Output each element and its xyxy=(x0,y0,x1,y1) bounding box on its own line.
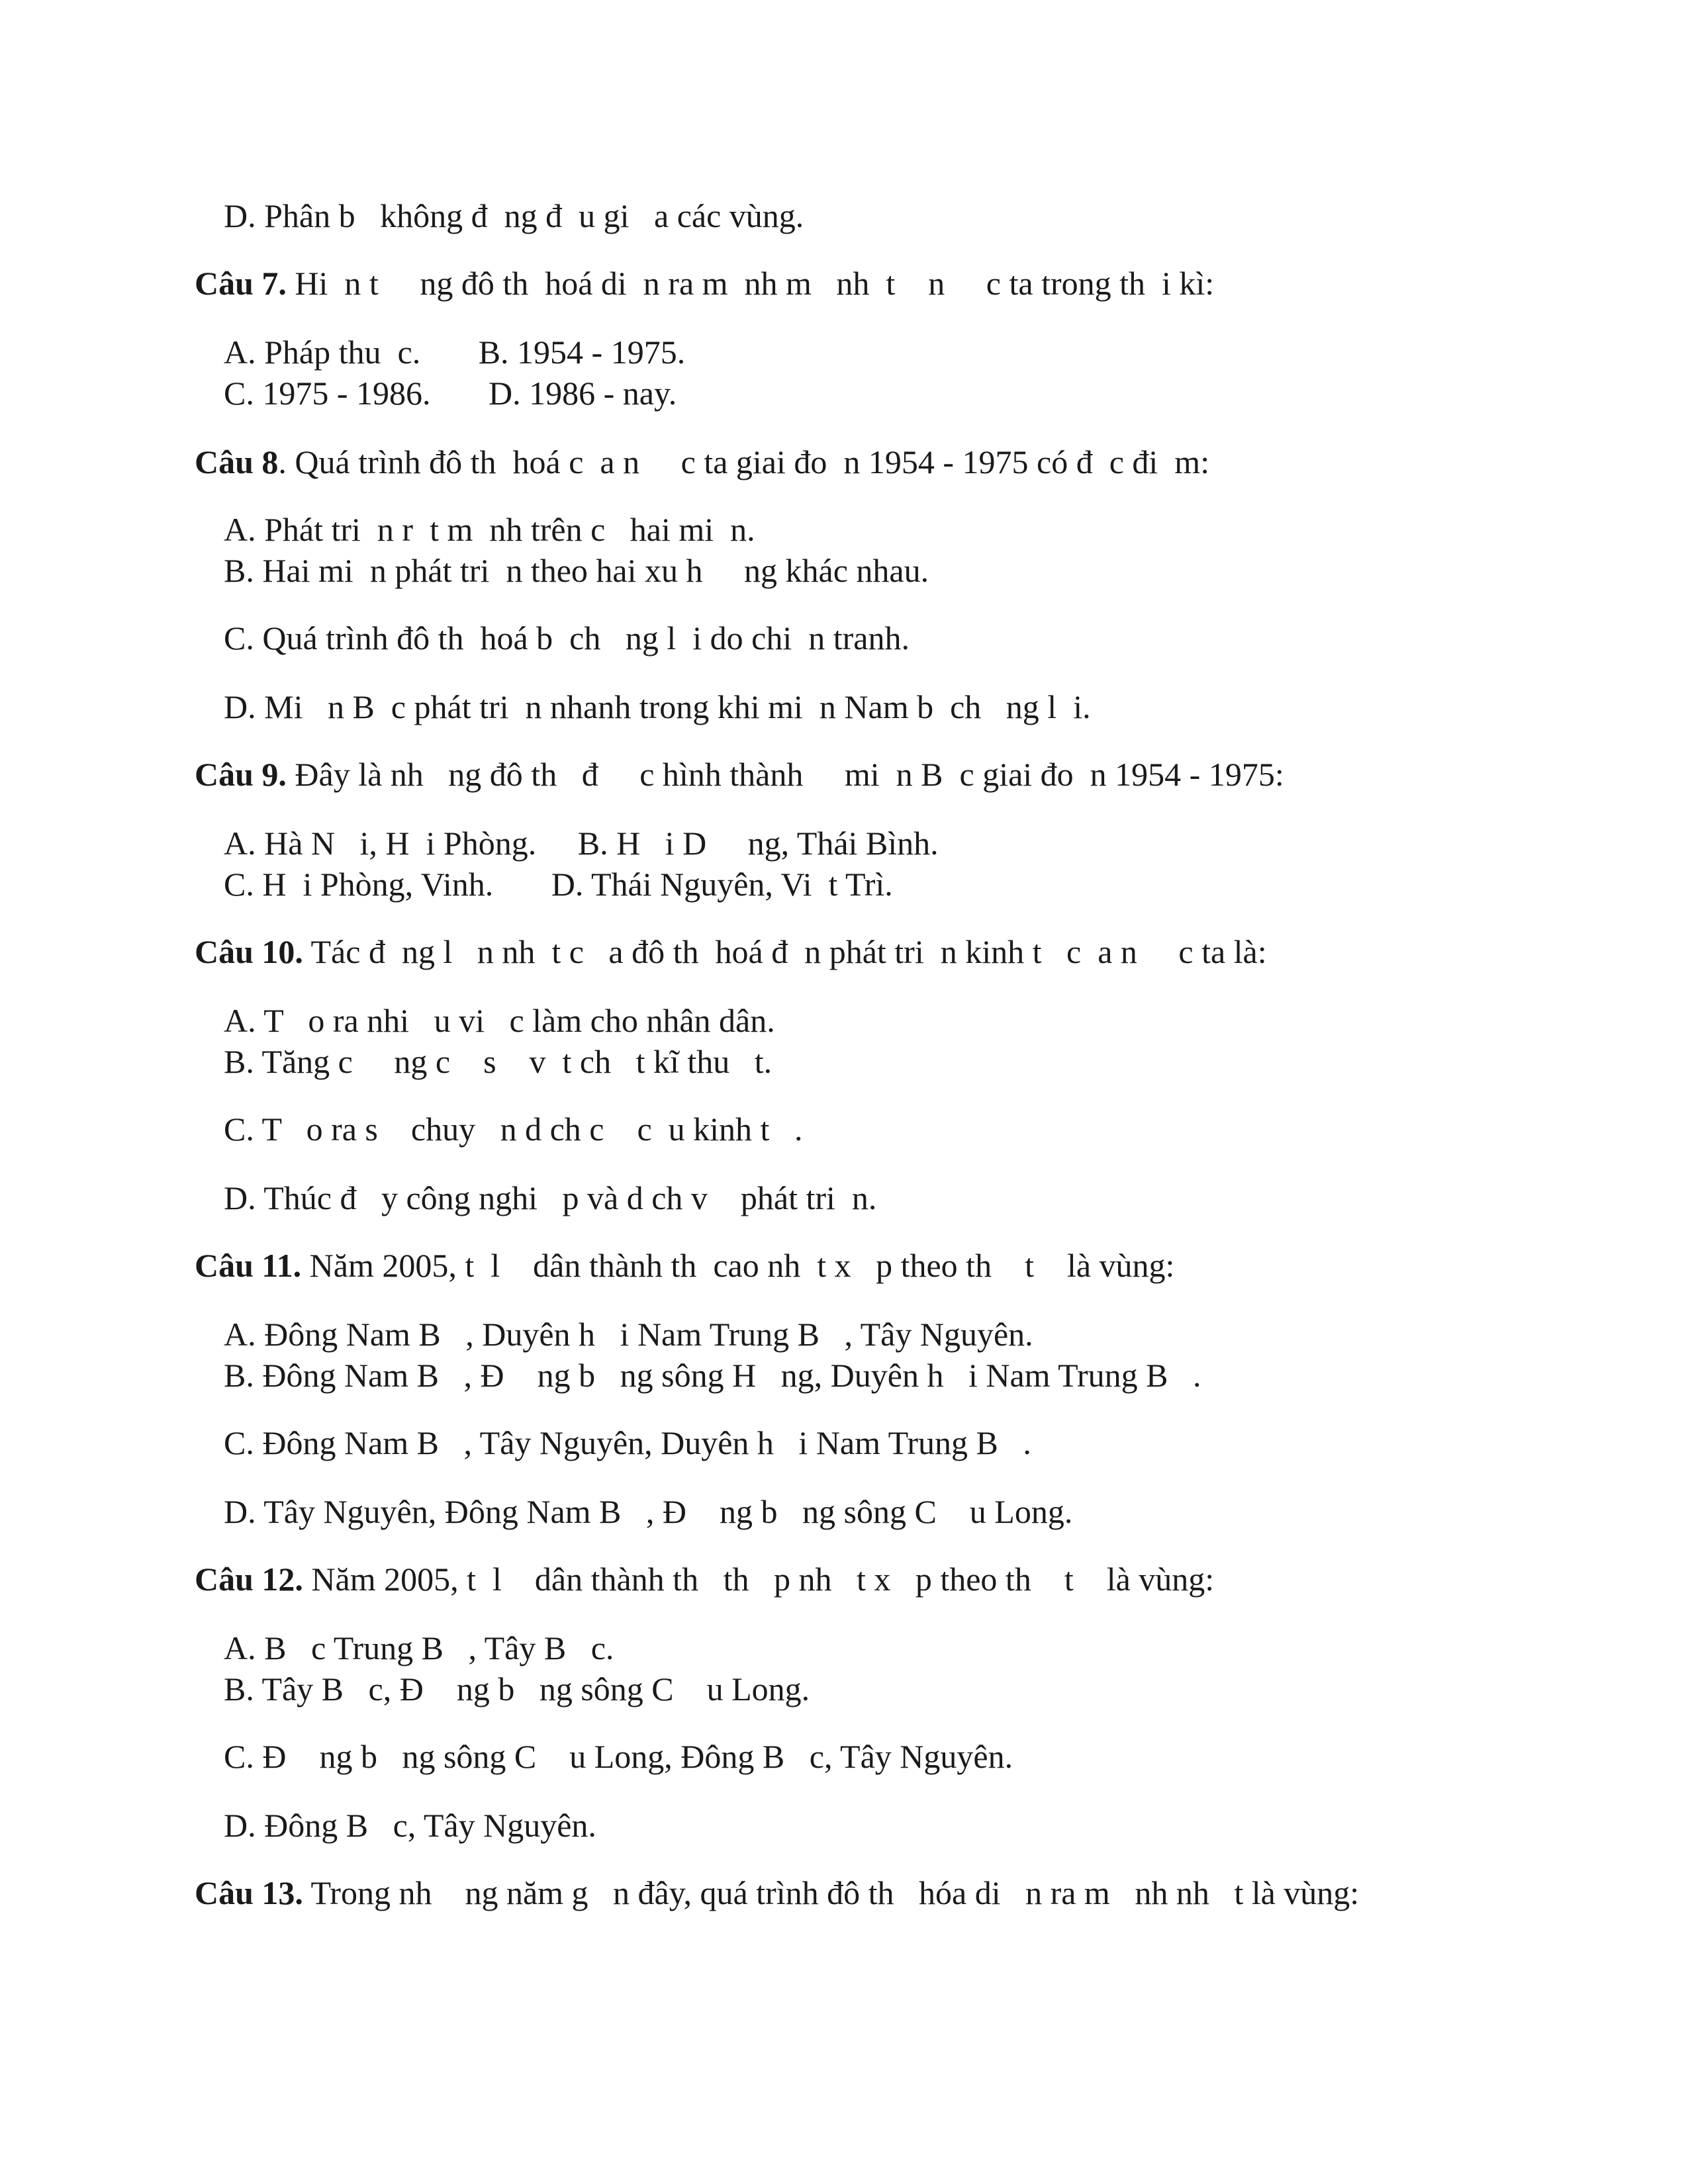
question-label: Câu 7. xyxy=(195,265,287,302)
question-text: Tác đ ng l n nh t c a đô th hoá đ n phát tri n kinh t c a n c ta là: xyxy=(303,933,1267,970)
option-line: D. Tây Nguyên, Đông Nam B , Đ ng b ng sông C u Long. xyxy=(224,1493,1073,1530)
option-line: A. Phát tri n r t m nh trên c hai mi n. xyxy=(224,511,755,548)
question-label: Câu 11. xyxy=(195,1247,302,1284)
question-label: Câu 12. xyxy=(195,1561,303,1598)
option-line: A. Đông Nam B , Duyên h i Nam Trung B , Tây Nguyên. xyxy=(224,1316,1033,1353)
question-text: Năm 2005, t l dân thành th th p nh t x p theo th t là vùng: xyxy=(303,1561,1215,1598)
option-line: C. 1975 - 1986. D. 1986 - nay. xyxy=(224,375,677,412)
question-line xyxy=(195,754,1284,794)
question-text: . Quá trình đô th hoá c a n c ta giai đo n 1954 - 1975 có đ c đi m: xyxy=(278,443,1210,480)
option-line: B. Tăng c ng c s v t ch t kĩ thu t. xyxy=(224,1043,773,1080)
option-line: D. Phân b không đ ng đ u gi a các vùng. xyxy=(224,197,804,234)
option-line: C. Đông Nam B , Tây Nguyên, Duyên h i Nam Trung B . xyxy=(224,1424,1031,1461)
question-label: Câu 8 xyxy=(195,443,279,480)
option-line: B. Hai mi n phát tri n theo hai xu h ng khác nhau. xyxy=(224,552,929,589)
option-line: C. T o ra s chuy n d ch c c u kinh t . xyxy=(224,1111,803,1148)
option-line: D. Thúc đ y công nghi p và d ch v phát tri n. xyxy=(224,1179,877,1216)
question-label: Câu 9. xyxy=(195,756,287,793)
question-line xyxy=(195,1246,1174,1285)
option-line: C. Đ ng b ng sông C u Long, Đông B c, Tây Nguyên. xyxy=(224,1738,1013,1775)
question-text: Đây là nh ng đô th đ c hình thành mi n B c giai đo n 1954 - 1975: xyxy=(286,756,1284,793)
option-line: C. Quá trình đô th hoá b ch ng l i do chi n tranh. xyxy=(224,619,910,657)
option-line: A. B c Trung B , Tây B c. xyxy=(224,1629,614,1666)
question-line xyxy=(195,1559,1214,1599)
option-line: C. H i Phòng, Vinh. D. Thái Nguyên, Vi t Trì. xyxy=(224,866,893,903)
question-label: Câu 10. xyxy=(195,933,303,970)
question-line xyxy=(195,932,1267,972)
option-line: A. T o ra nhi u vi c làm cho nhân dân. xyxy=(224,1002,775,1039)
question-text: Hi n t ng đô th hoá di n ra m nh m nh t n c ta trong th i kì: xyxy=(286,265,1215,302)
option-line: A. Hà N i, H i Phòng. B. H i D ng, Thái Bình. xyxy=(224,825,939,862)
option-line: A. Pháp thu c. B. 1954 - 1975. xyxy=(224,334,686,371)
question-line xyxy=(195,1873,1359,1913)
option-line: D. Đông B c, Tây Nguyên. xyxy=(224,1807,596,1844)
option-line: B. Đông Nam B , Đ ng b ng sông H ng, Duyên h i Nam Trung B . xyxy=(224,1357,1201,1394)
question-line xyxy=(195,442,1209,482)
option-line: D. Mi n B c phát tri n nhanh trong khi mi n Nam b ch ng l i. xyxy=(224,688,1091,725)
question-label: Câu 13. xyxy=(195,1874,303,1911)
question-text: Năm 2005, t l dân thành th cao nh t x p theo th t là vùng: xyxy=(301,1247,1175,1284)
question-line xyxy=(195,263,1214,303)
option-line: B. Tây B c, Đ ng b ng sông C u Long. xyxy=(224,1670,810,1707)
question-text: Trong nh ng năm g n đây, quá trình đô th hóa di n ra m nh nh t là vùng: xyxy=(303,1874,1360,1911)
